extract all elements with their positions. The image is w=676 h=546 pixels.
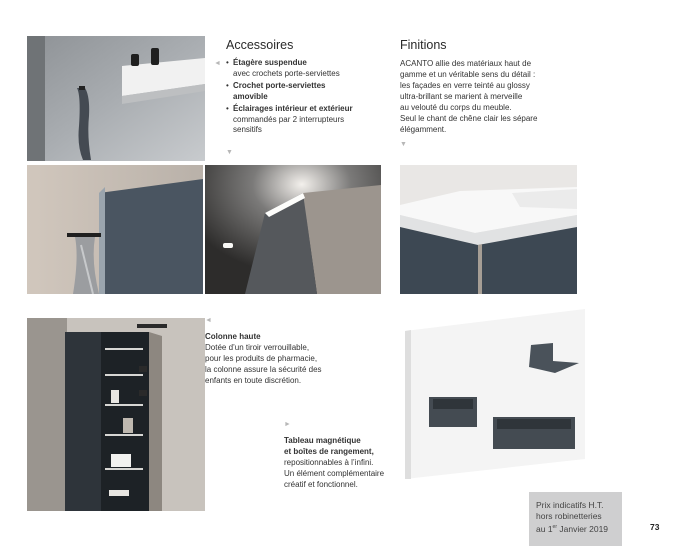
- arrow-right-icon: ►: [284, 421, 291, 428]
- finitions-text: ACANTO allie des matériaux haut de gamme et un véritable sens du détail : les façades en verre teinté au glossy ultra-brillant se marient à merveille au velouté du corps du meuble. Seul le chant de chêne clair les sépare élégamment.: [400, 59, 538, 134]
- photo-tall-column: [27, 318, 205, 511]
- arrow-down-icon: ▼: [226, 149, 233, 156]
- accessories-item: • Éclairages intérieur et extérieur commandés par 2 interrupteurs sensitifs: [226, 104, 353, 134]
- page-number: 73: [650, 522, 660, 532]
- photo-washbasin: [400, 165, 577, 294]
- accessories-item: • Crochet porte-serviettes amovible: [226, 81, 326, 101]
- colonne-text: Colonne haute Dotée d’un tiroir verrouillable, pour les produits de pharmacie, la colonne assure la sécurité des enfants en toute discrétion.: [205, 331, 355, 386]
- colonne-title: Colonne haute: [205, 332, 261, 341]
- arrow-left-icon: ◄: [214, 60, 221, 67]
- tableau-text: Tableau magnétique et boîtes de rangement, repositionnables à l’infini. Un élément complémentaire créatif et fonctionnel.: [284, 435, 414, 490]
- finitions-title: Finitions: [400, 38, 447, 52]
- arrow-down-icon: ▼: [400, 141, 407, 148]
- photo-magnetic-board: [405, 309, 585, 479]
- arrow-left-icon: ◄: [205, 317, 212, 324]
- accessories-item: • Étagère suspendue avec crochets porte-serviettes: [226, 58, 340, 78]
- tableau-title: Tableau magnétique: [284, 436, 361, 445]
- photo-shelf: [27, 36, 205, 161]
- photo-mirror-cabinet: [27, 165, 203, 294]
- price-note: Prix indicatifs H.T. hors robinetteries au 1er Janvier 2019: [529, 492, 622, 546]
- photo-lighting: [205, 165, 381, 294]
- accessories-title: Accessoires: [226, 38, 294, 52]
- accessories-list: [226, 58, 386, 136]
